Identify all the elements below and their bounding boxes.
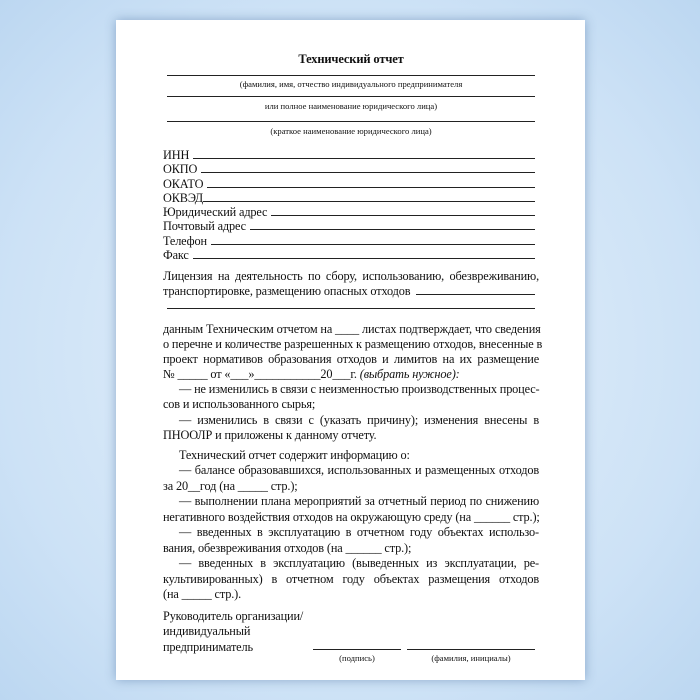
- field-label: ОКПО: [163, 162, 198, 176]
- license-line-2: [163, 284, 539, 298]
- confirm-line: [163, 367, 539, 381]
- name-field-line[interactable]: [167, 75, 535, 76]
- field-legal-address: [163, 205, 539, 219]
- contents-line: — введенных в эксплуатацию в отчетном году объектах использо-: [179, 525, 539, 539]
- field-label: ОКАТО: [163, 177, 204, 191]
- field-blank[interactable]: [201, 172, 535, 173]
- field-label: Факс: [163, 248, 189, 262]
- contents-line: — введенных в эксплуатацию (выведенных из эксплуатации, ре-: [179, 556, 539, 570]
- field-inn: [163, 148, 539, 162]
- license-blank[interactable]: [416, 294, 535, 295]
- field-okved: [163, 191, 539, 205]
- choose-note: (выбрать нужное):: [359, 367, 460, 381]
- field-label: Почтовый адрес: [163, 219, 246, 233]
- number-date-text: № _____ от «___»___________20___г.: [163, 367, 357, 381]
- name-field-line-2[interactable]: [167, 96, 535, 97]
- field-blank[interactable]: [271, 215, 535, 216]
- confirm-line: проект нормативов образования отходов и лимитов на их размещение: [163, 352, 539, 366]
- field-label: ОКВЭД: [163, 191, 204, 205]
- signer-role: индивидуальный: [163, 624, 251, 638]
- document-title: Технический отчет: [298, 52, 404, 66]
- contents-line: за 20__год (на _____ стр.);: [163, 479, 298, 493]
- field-label: Юридический адрес: [163, 205, 268, 219]
- field-blank[interactable]: [203, 201, 535, 202]
- license-label: транспортировке, размещению опасных отходов: [163, 284, 411, 298]
- contents-line: культивированных) в отчетном году объектах размещения отходов: [163, 572, 539, 586]
- contents-line: (на _____ стр.).: [163, 587, 241, 601]
- field-blank[interactable]: [207, 187, 535, 188]
- contents-line: вания, обезвреживания отходов (на ______ стр.);: [163, 541, 412, 555]
- confirm-line: данным Техническим отчетом на ____ листах подтверждает, что сведения: [163, 322, 541, 336]
- confirm-line: сов и использованного сырья;: [163, 397, 316, 411]
- field-blank[interactable]: [250, 229, 535, 230]
- field-blank[interactable]: [193, 258, 535, 259]
- confirm-line: — не изменились в связи с неизменностью производственных процес-: [179, 382, 540, 396]
- caption-legal-name: или полное наименование юридического лица): [264, 101, 438, 111]
- caption-short-name: (краткое наименование юридического лица): [270, 126, 432, 136]
- name-initials-caption: (фамилия, инициалы): [431, 653, 511, 663]
- contents-line: Технический отчет содержит информацию о:: [179, 448, 410, 462]
- field-label: Телефон: [163, 234, 207, 248]
- confirm-line: ПНООЛР и приложены к данному отчету.: [163, 428, 377, 442]
- name-initials-line[interactable]: [407, 649, 535, 650]
- license-blank-line[interactable]: [167, 308, 535, 309]
- confirm-line: — изменились в связи с (указать причину); изменения внесены в: [179, 413, 539, 427]
- contents-line: негативного воздействия отходов на окружающую среду (на ______ стр.);: [163, 510, 540, 524]
- field-postal-address: [163, 219, 539, 233]
- signature-line[interactable]: [313, 649, 401, 650]
- field-blank[interactable]: [211, 244, 535, 245]
- field-okato: [163, 177, 539, 191]
- signer-role: предприниматель: [163, 640, 253, 654]
- short-name-field-line[interactable]: [167, 121, 535, 122]
- field-okpo: [163, 162, 539, 176]
- contents-line: — выполнении плана мероприятий за отчетный период по снижению: [179, 494, 539, 508]
- field-fax: [163, 248, 539, 262]
- confirm-line: о перечне и количестве разрешенных к размещению отходов, внесенные в: [163, 337, 543, 351]
- field-label: ИНН: [163, 148, 190, 162]
- license-line-1: Лицензия на деятельность по сбору, использованию, обезвреживанию,: [163, 269, 539, 283]
- caption-full-name: (фамилия, имя, отчество индивидуального предпринимателя: [239, 79, 463, 89]
- document-page: [116, 20, 585, 680]
- field-phone: [163, 234, 539, 248]
- signature-caption: (подпись): [339, 653, 375, 663]
- signer-role: Руководитель организации/: [163, 609, 304, 623]
- contents-line: — балансе образовавшихся, использованных и размещенных отходов: [179, 463, 539, 477]
- field-blank[interactable]: [193, 158, 535, 159]
